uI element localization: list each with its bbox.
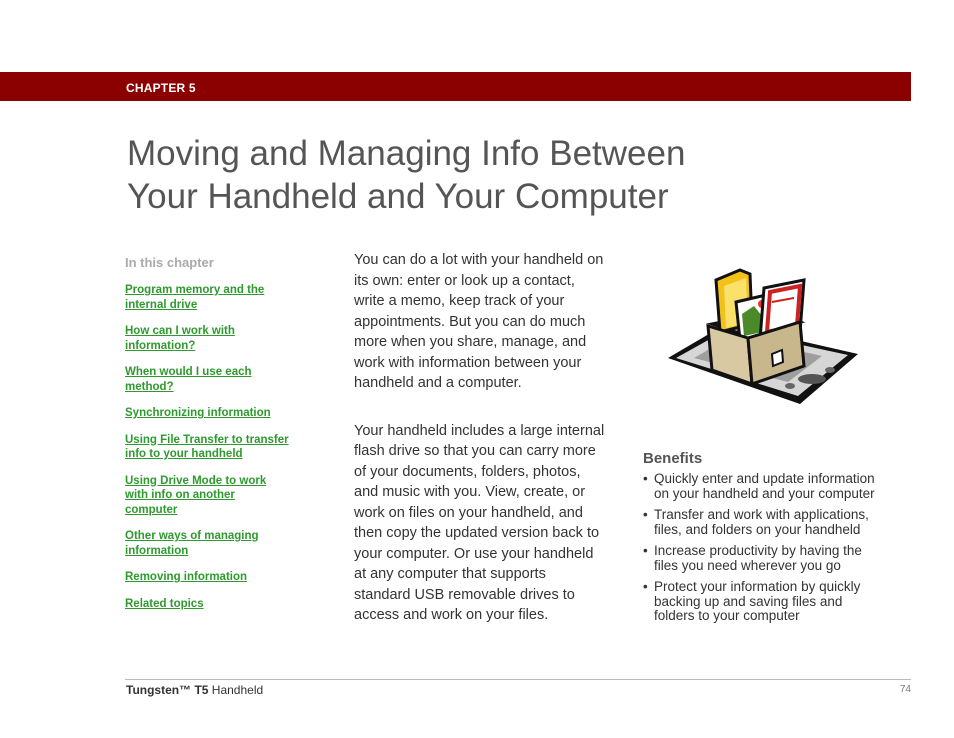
link-line: computer (125, 503, 178, 516)
benefits-panel (643, 450, 923, 631)
text-line: then copy the updated version back to (354, 525, 600, 541)
link-line: Removing information (125, 571, 248, 583)
link-line: method? (125, 380, 174, 393)
page-number: 74 (899, 684, 911, 695)
page-title-line: Your Handheld and Your Computer (127, 177, 669, 216)
list-item (643, 544, 923, 573)
link-line: How can I work with (125, 325, 235, 337)
chapter-label: CHAPTER 5 (126, 81, 196, 95)
text-line: files, and folders on your handheld (654, 521, 861, 537)
page-title-line: Moving and Managing Info Between (127, 134, 686, 173)
text-line: standard USB removable drives to (354, 586, 575, 603)
text-line: on your handheld and your computer (654, 485, 875, 501)
text-line: work on files on your handheld, and (354, 504, 583, 521)
list-item (643, 472, 923, 501)
list-item (643, 580, 923, 624)
text-line: You can do a lot with your handheld on (354, 252, 604, 268)
text-line: backing up and saving files and (654, 593, 843, 609)
toc-link-which-method[interactable] (125, 365, 325, 394)
text-line: Your handheld includes a large internal (354, 422, 605, 439)
toc-link-synchronizing[interactable] (125, 406, 325, 421)
body-text (354, 250, 629, 626)
link-line: Related topics (125, 597, 204, 610)
link-line: Using File Transfer to transfer (125, 433, 289, 446)
bullet: • (643, 543, 648, 558)
link-line: Synchronizing information (125, 407, 271, 419)
toc-link-drive-mode[interactable] (125, 474, 325, 518)
drive-paragraph (354, 421, 629, 626)
link-line: with info on another (125, 489, 235, 501)
bullet: • (643, 471, 648, 486)
folder-box-on-handheld-icon (660, 262, 860, 412)
benefits-heading: Benefits (643, 450, 703, 467)
link-line: internal drive (125, 298, 198, 311)
link-line: Other ways of managing (125, 530, 259, 542)
text-line: Increase productivity by having the (654, 543, 862, 558)
text-line: more when you share, manage, and (354, 334, 587, 350)
text-line: appointments. But you can do much (354, 313, 586, 330)
text-line: Quickly enter and update information (654, 471, 875, 486)
toc-link-how-to-work[interactable] (125, 324, 325, 353)
text-line: work with information between your (354, 354, 582, 371)
text-line: handheld and a computer. (354, 375, 522, 391)
text-line: access and work on your files. (354, 607, 549, 623)
contents-heading: In this chapter (125, 255, 214, 270)
toc-link-program-memory[interactable] (125, 283, 325, 312)
toc-link-other-ways[interactable] (125, 529, 325, 558)
text-line: and music with you. View, create, or (354, 484, 586, 500)
text-line: its own: enter or look up a contact, (354, 272, 575, 289)
text-line: Protect your information by quickly (654, 579, 861, 594)
text-line: of your documents, folders, photos, (354, 463, 581, 480)
link-line: When would I use each (125, 366, 252, 378)
footer-divider (125, 679, 911, 680)
bullet: • (643, 507, 648, 522)
intro-paragraph (354, 250, 629, 394)
bullet: • (643, 579, 648, 594)
text-line: write a memo, keep track of your (354, 293, 565, 309)
text-line: folders to your computer (654, 608, 800, 623)
text-line: Transfer and work with applications, (654, 507, 869, 522)
page-title (127, 132, 827, 218)
product-name: Tungsten™ T5 (126, 683, 209, 697)
chapter-bar (0, 72, 911, 101)
link-line: information (125, 544, 189, 557)
toc-link-file-transfer[interactable] (125, 433, 325, 462)
text-line: your computer. Or use your handheld (354, 545, 594, 562)
chapter-contents (125, 255, 325, 623)
list-item (643, 508, 923, 537)
link-line: info to your handheld (125, 448, 243, 460)
text-line: files you need wherever you go (654, 557, 841, 573)
link-line: Using Drive Mode to work (125, 474, 267, 487)
benefits-list (643, 472, 923, 624)
toc-link-removing[interactable] (125, 570, 325, 585)
link-line: information? (125, 339, 196, 352)
toc-link-related-topics[interactable] (125, 597, 325, 612)
text-line: at any computer that supports (354, 566, 546, 582)
link-line: Program memory and the (125, 284, 265, 296)
product-suffix: Handheld (211, 683, 264, 697)
text-line: flash drive so that you can carry more (354, 443, 596, 459)
footer-product (126, 683, 263, 697)
